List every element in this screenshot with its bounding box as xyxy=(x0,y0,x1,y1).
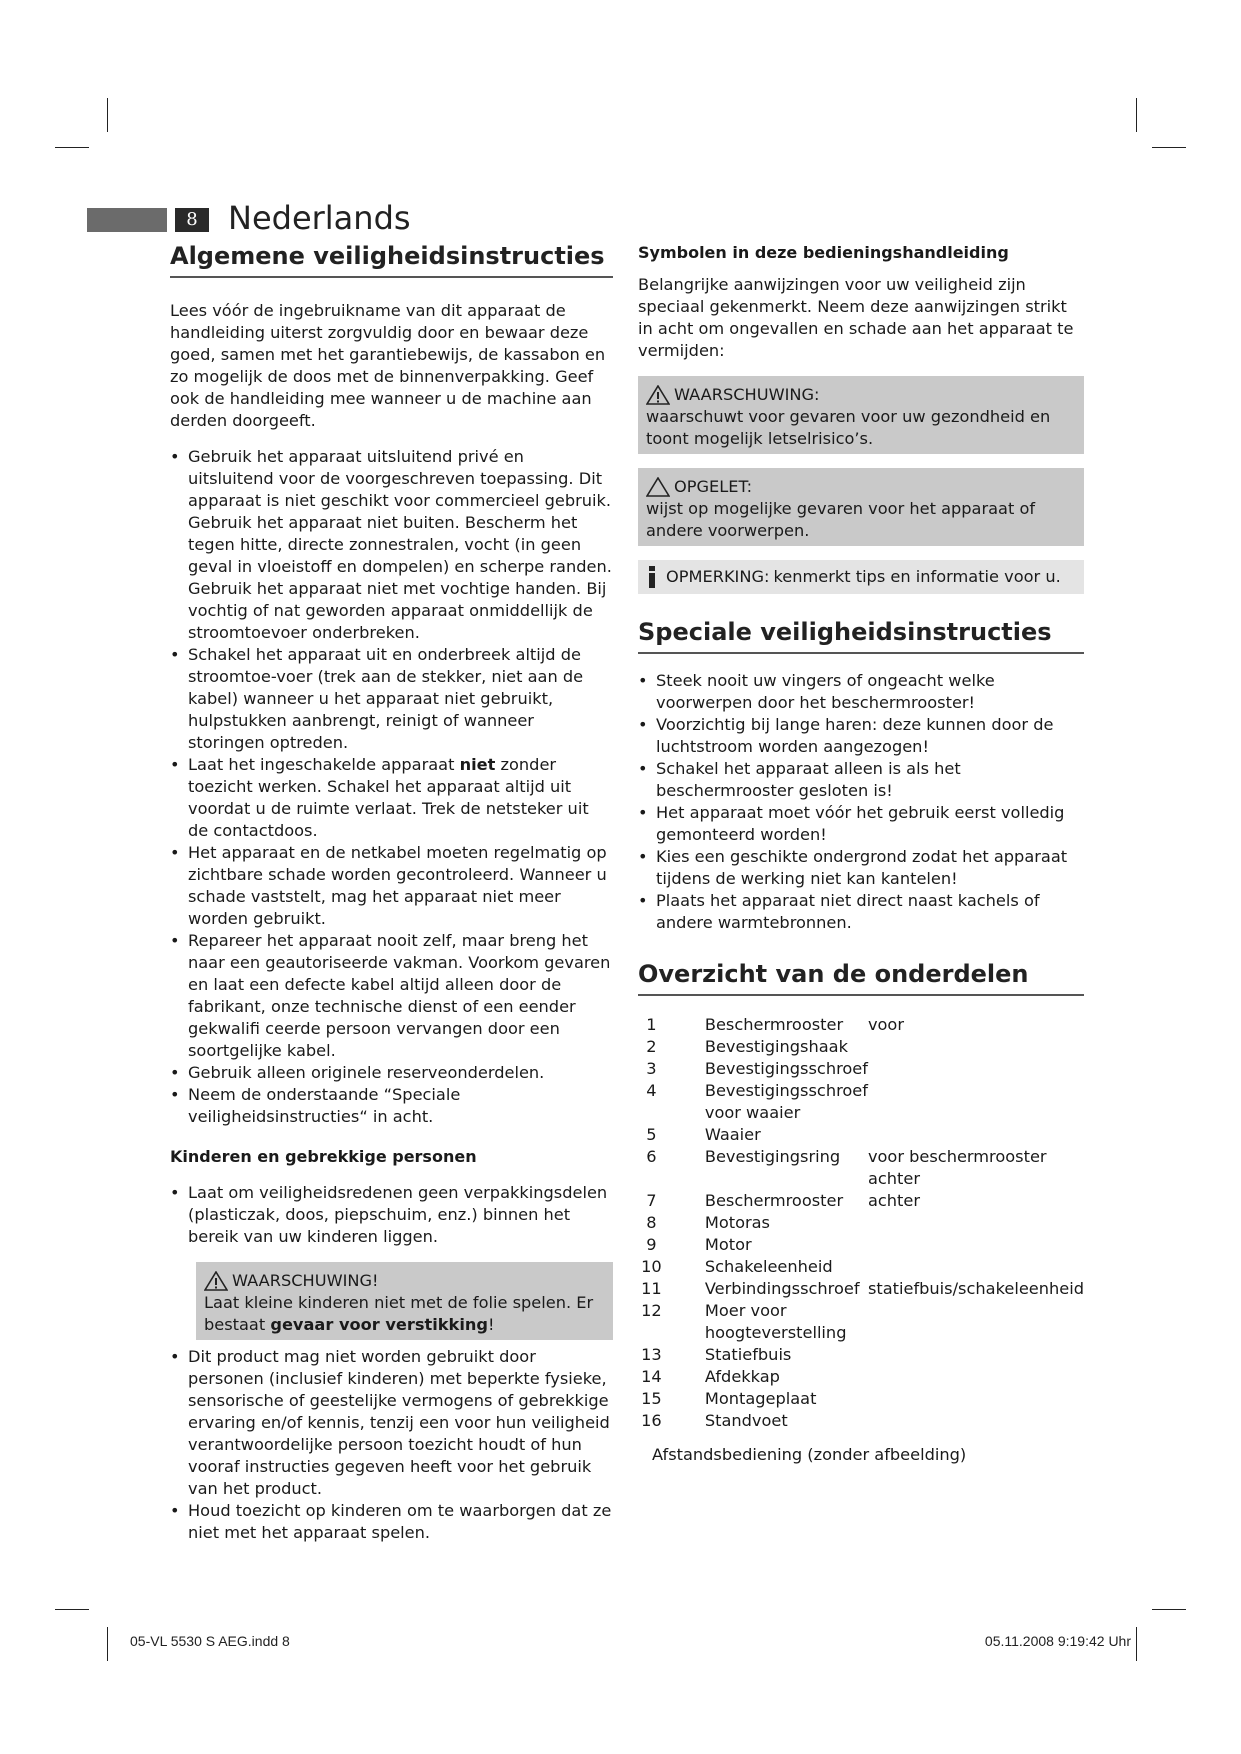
part-extra xyxy=(868,1036,1084,1058)
left-column xyxy=(170,240,613,1544)
part-extra xyxy=(868,1124,1084,1146)
parts-row xyxy=(638,1080,1084,1124)
list-item: • Steek nooit uw vingers of ongeacht welke voorwerpen door het beschermrooster! xyxy=(638,670,1084,714)
caution-symbol-box xyxy=(638,468,1084,546)
part-extra xyxy=(868,1080,1084,1124)
warning-header xyxy=(204,1270,605,1292)
parts-row xyxy=(638,1366,1084,1388)
crop-mark xyxy=(107,1627,108,1661)
part-extra xyxy=(868,1410,1084,1432)
footer-file: 05-VL 5530 S AEG.indd 8 xyxy=(130,1633,290,1649)
part-extra: voor xyxy=(867,1015,904,1034)
parts-row xyxy=(638,1124,1084,1146)
crop-mark xyxy=(55,147,89,148)
list-item: • Plaats het apparaat niet direct naast kachels of andere warmtebronnen. xyxy=(638,890,1084,934)
note-title: OPMERKING: xyxy=(666,567,770,586)
special-safety-title: Speciale veiligheidsinstructies xyxy=(638,616,1084,654)
part-name: Bevestigingsschroef xyxy=(704,1059,868,1078)
parts-row xyxy=(638,1278,1084,1300)
part-extra xyxy=(868,1388,1084,1410)
list-item: • Neem de onderstaande “Speciale veiligheidsinstructies“ in acht. xyxy=(170,1084,613,1128)
header-bar xyxy=(87,208,167,232)
list-item xyxy=(170,754,613,842)
children-warning-box xyxy=(196,1262,613,1340)
crop-mark xyxy=(1136,98,1137,132)
caution-title: OPGELET: xyxy=(674,477,753,496)
part-name: Waaier xyxy=(704,1125,761,1144)
part-number: 3 xyxy=(646,1059,657,1078)
part-number: 11 xyxy=(641,1279,662,1298)
part-number: 5 xyxy=(646,1125,657,1144)
part-number: 10 xyxy=(641,1257,662,1276)
language-title: Nederlands xyxy=(228,199,411,237)
crop-mark xyxy=(55,1609,89,1610)
part-extra xyxy=(868,1300,1084,1344)
part-extra xyxy=(868,1366,1084,1388)
symbols-title: Symbolen in deze bedieningshandleiding xyxy=(638,243,1009,262)
part-name: Afdekkap xyxy=(704,1367,780,1386)
part-number: 2 xyxy=(646,1037,657,1056)
right-column xyxy=(638,240,1084,1466)
parts-row xyxy=(638,1410,1084,1432)
part-name: Statiefbuis xyxy=(704,1345,792,1364)
parts-row xyxy=(638,1014,1084,1036)
parts-row xyxy=(638,1256,1084,1278)
parts-table xyxy=(638,1014,1084,1432)
part-extra xyxy=(868,1256,1084,1278)
list-item: • Houd toezicht op kinderen om te waarborgen dat ze niet met het apparaat spelen. xyxy=(170,1500,613,1544)
warning-title: WAARSCHUWING: xyxy=(674,385,820,404)
warning-header xyxy=(646,384,1076,406)
list-item: • Laat om veiligheidsredenen geen verpakkingsdelen (plasticzak, doos, piepschuim, enz.) binnen het bereik van uw kinderen liggen. xyxy=(170,1182,613,1248)
parts-row xyxy=(638,1058,1084,1080)
warning-symbol-box xyxy=(638,376,1084,454)
list-item: • Het apparaat moet vóór het gebruik eerst volledig gemonteerd worden! xyxy=(638,802,1084,846)
special-safety-list xyxy=(638,670,1084,934)
caution-text: wijst op mogelijke gevaren voor het apparaat of andere voorwerpen. xyxy=(646,499,1036,540)
part-extra: statiefbuis/schakeleenheid xyxy=(867,1279,1084,1298)
warning-triangle-icon xyxy=(204,1271,228,1291)
part-number: 1 xyxy=(646,1015,657,1034)
children-list xyxy=(170,1182,613,1248)
symbols-intro: Belangrijke aanwijzingen voor uw veiligheid zijn speciaal gekenmerkt. Neem deze aanwijzingen strikt in acht om ongevallen en schade aan het apparaat te vermijden: xyxy=(638,275,1074,360)
warning-text-part: Laat kleine kinderen niet met de folie spelen. Er bestaat xyxy=(204,1293,594,1334)
part-number: 4 xyxy=(646,1081,657,1100)
intro-paragraph: Lees vóór de ingebruikname van dit apparaat de handleiding uiterst zorgvuldig door en bewaar deze goed, samen met het garantiebewijs, de kassabon en zo mogelijk de doos met de binnenverpakking. Geef ook de handleiding mee wanneer u de machine aan derden doorgeeft. xyxy=(170,301,606,430)
part-number: 12 xyxy=(641,1301,662,1320)
part-name: Standvoet xyxy=(704,1411,788,1430)
list-item: • Het apparaat en de netkabel moeten regelmatig op zichtbare schade worden gecontroleerd. Wanneer u schade vaststelt, mag het apparaat niet meer worden gebruikt. xyxy=(170,842,613,930)
caution-triangle-icon xyxy=(646,477,670,497)
list-item-text: Laat het ingeschakelde apparaat xyxy=(188,755,460,774)
parts-row xyxy=(638,1344,1084,1366)
general-safety-list xyxy=(170,446,613,1128)
children-list-continued xyxy=(170,1346,613,1544)
part-name: Bevestigingshaak xyxy=(704,1037,848,1056)
list-item: • Schakel het apparaat uit en onderbreek altijd de stroomtoe-voer (trek aan de stekker, niet aan de kabel) wanneer u het apparaat niet gebruikt, hulpstukken aanbrengt, reinigt of wanneer storingen optreden. xyxy=(170,644,613,754)
part-name: Schakeleenheid xyxy=(704,1257,833,1276)
part-number: 13 xyxy=(641,1345,662,1364)
part-name: Motor xyxy=(704,1235,752,1254)
crop-mark xyxy=(1152,1609,1186,1610)
list-item: • Kies een geschikte ondergrond zodat het apparaat tijdens de werking niet kan kantelen! xyxy=(638,846,1084,890)
parts-row xyxy=(638,1190,1084,1212)
part-name: Bevestigingsring xyxy=(704,1147,841,1166)
crop-mark xyxy=(1136,1627,1137,1661)
info-icon xyxy=(646,566,658,588)
part-extra: achter xyxy=(867,1191,920,1210)
warning-text-part: ! xyxy=(487,1315,495,1334)
list-item: • Schakel het apparaat alleen is als het beschermrooster gesloten is! xyxy=(638,758,1084,802)
list-item: • Dit product mag niet worden gebruikt door personen (inclusief kinderen) met beperkte fysieke, sensorische of geestelijke vermogens of gebrekkige ervaring en/of kennis, tenzij een voor hun veiligheid verantwoordelijke persoon toezicht houdt of hun vooraf instructies gegeven heeft voor het gebruik van het product. xyxy=(170,1346,613,1500)
parts-overview-title: Overzicht van de onderdelen xyxy=(638,958,1084,996)
parts-row xyxy=(638,1212,1084,1234)
list-item-text: zonder toezicht werken. Schakel het apparaat altijd uit voordat u de ruimte verlaat. Trek de netsteker uit de contactdoos. xyxy=(188,755,589,840)
part-extra xyxy=(868,1212,1084,1234)
children-title: Kinderen en gebrekkige personen xyxy=(170,1147,477,1166)
part-extra: voor beschermrooster achter xyxy=(867,1147,1047,1188)
part-extra xyxy=(868,1234,1084,1256)
parts-row xyxy=(638,1234,1084,1256)
part-number: 9 xyxy=(646,1235,657,1254)
list-item-emphasis: niet xyxy=(459,755,496,774)
part-number: 15 xyxy=(641,1389,662,1408)
part-extra xyxy=(868,1058,1084,1080)
warning-emphasis: gevaar voor verstikking xyxy=(270,1315,488,1334)
warning-triangle-icon xyxy=(646,385,670,405)
parts-row xyxy=(638,1036,1084,1058)
warning-text: waarschuwt voor gevaren voor uw gezondheid en toont mogelijk letselrisico’s. xyxy=(646,407,1051,448)
part-number: 7 xyxy=(646,1191,657,1210)
part-number: 14 xyxy=(641,1367,662,1386)
part-name: Montageplaat xyxy=(704,1389,817,1408)
list-item: • Voorzichtig bij lange haren: deze kunnen door de luchtstroom worden aangezogen! xyxy=(638,714,1084,758)
part-name: Verbindingsschroef xyxy=(704,1279,860,1298)
note-text: kenmerkt tips en informatie voor u. xyxy=(773,567,1061,586)
part-extra xyxy=(868,1344,1084,1366)
part-name: Beschermrooster xyxy=(704,1191,844,1210)
part-number: 16 xyxy=(641,1411,662,1430)
note-symbol-box xyxy=(638,560,1084,594)
part-name: Moer voor hoogteverstelling xyxy=(704,1301,847,1342)
part-name: Bevestigingsschroef voor waaier xyxy=(704,1081,868,1122)
list-item: • Gebruik het apparaat uitsluitend privé en uitsluitend voor de voorgeschreven toepassing. Dit apparaat is niet geschikt voor commercieel gebruik. Gebruik het apparaat niet buiten. Bescherm het tegen hitte, directe zonnestralen, vocht (in geen geval in vloeistoff en dompelen) en scherpe randen. Gebruik het apparaat niet met vochtige handen. Bij vochtig of nat geworden apparaat onmiddellijk de stroomtoevoer onderbreken. xyxy=(170,446,613,644)
general-safety-title: Algemene veiligheidsinstructies xyxy=(170,240,613,278)
page-number: 8 xyxy=(175,208,209,232)
caution-header xyxy=(646,476,1076,498)
warning-text xyxy=(204,1292,605,1336)
list-item: • Gebruik alleen originele reserveonderdelen. xyxy=(170,1062,613,1084)
part-name: Beschermrooster xyxy=(704,1015,844,1034)
part-number: 6 xyxy=(646,1147,657,1166)
remote-note: Afstandsbediening (zonder afbeelding) xyxy=(652,1445,967,1464)
footer-date: 05.11.2008 9:19:42 Uhr xyxy=(984,1633,1131,1649)
part-name: Motoras xyxy=(704,1213,770,1232)
parts-row xyxy=(638,1300,1084,1344)
crop-mark xyxy=(107,98,108,132)
warning-title: WAARSCHUWING! xyxy=(232,1271,379,1290)
part-number: 8 xyxy=(646,1213,657,1232)
list-item: • Repareer het apparaat nooit zelf, maar breng het naar een geautoriseerde vakman. Voorkom gevaren en laat een defecte kabel altijd alleen door de fabrikant, onze technische dienst of een eender gekwalifi ceerde persoon vervangen door een soortgelijke kabel. xyxy=(170,930,613,1062)
parts-row xyxy=(638,1146,1084,1190)
note-header xyxy=(646,566,1076,588)
parts-row xyxy=(638,1388,1084,1410)
crop-mark xyxy=(1152,147,1186,148)
